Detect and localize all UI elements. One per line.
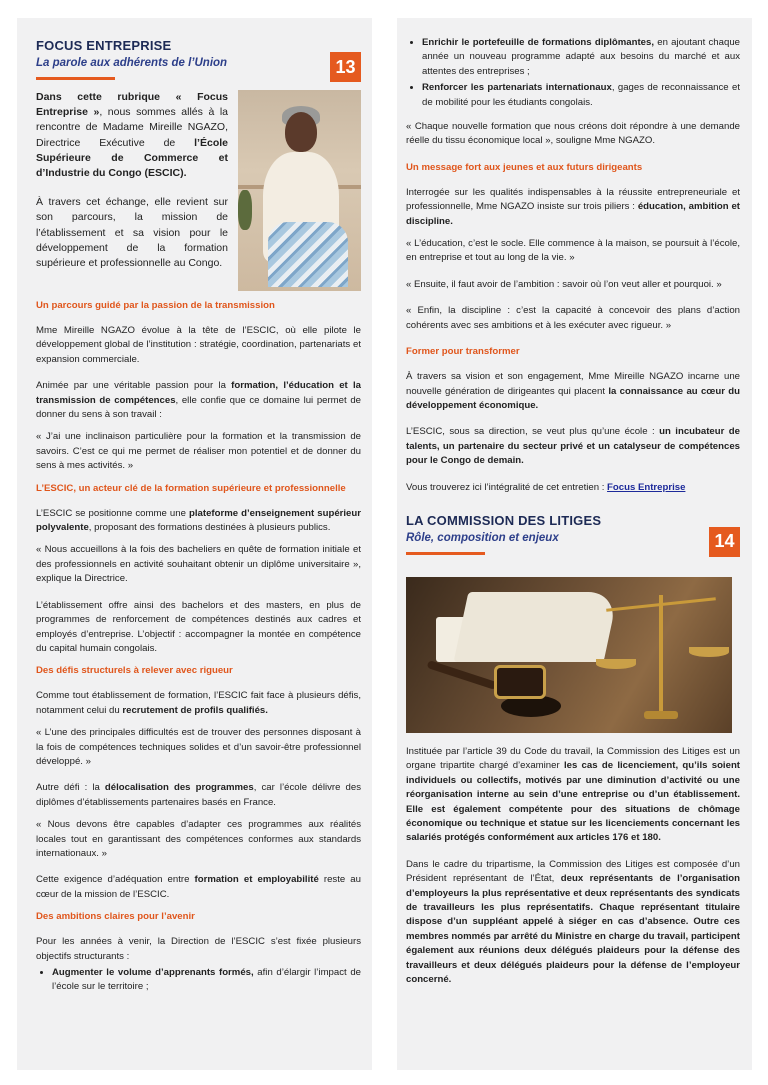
subheading: Un parcours guidé par la passion de la transmission (36, 300, 275, 311)
subheading: Des défis structurels à relever avec rigueur (36, 665, 233, 677)
paragraph: Cette exigence d’adéquation entre formation et employabilité reste au cœur de la mission de l’ESCIC. (36, 874, 361, 900)
paragraph: Pour les années à venir, la Direction de l’ESCIC s’est fixée plusieurs objectifs structurants : (36, 936, 361, 962)
intro-paragraph (36, 90, 228, 181)
paragraph: L’établissement offre ainsi des bachelors et des masters, en plus de programmes de renforcement de compétences destinés aux cadres et employés d’entreprise. L’objectif : accompagner la montée en compétence du capital humain congolais. (36, 599, 361, 654)
justice-scales-photo (406, 577, 732, 733)
quote: « Ensuite, il faut avoir de l’ambition : savoir où l’on veut aller et pourquoi. » (406, 278, 722, 290)
left-column (17, 18, 372, 1070)
paragraph: Vous trouverez ici l’intégralité de cet entretien : Focus Entreprise (406, 481, 686, 493)
paragraph: À travers sa vision et son engagement, Mme Mireille NGAZO incarne une nouvelle génération de dirigeantes qui placent la connaissance au cœur du développement économique. (406, 371, 740, 411)
objectives-list (36, 966, 361, 995)
paragraph: Mme Mireille NGAZO évolue à la tête de l’ESCIC, où elle pilote le développement global de l’institution : stratégie, coordination, partenariats et expansion commerciale. (36, 325, 361, 365)
intro-block (36, 90, 361, 291)
accent-bar (36, 77, 115, 80)
focus-entreprise-link[interactable]: Focus Entreprise (607, 481, 686, 493)
quote: « L’une des principales difficultés est de trouver des personnes disposant à la fois de compétences techniques solides et d’un savoir-être professionnel développé. » (36, 727, 361, 767)
page-number-badge: 14 (709, 527, 740, 557)
quote: « Nous devons être capables d’adapter ces programmes aux réalités locales tout en garantissant des compétences conformes aux standards internationaux. » (36, 819, 361, 859)
intro-bold-school: l’École Supérieure de Commerce et d’Industrie du Congo (ESCIC). (36, 136, 228, 180)
quote: « Chaque nouvelle formation que nous créons doit répondre à une demande réelle du tissu économique local », souligne Mme NGAZO. (406, 121, 740, 147)
section-title: LA COMMISSION DES LITIGES (406, 512, 602, 528)
paragraph: Autre défi : la délocalisation des programmes, car l’école délivre des diplômes d’établissements partenaires basés en France. (36, 782, 362, 808)
paragraph: Comme tout établissement de formation, l’ESCIC fait face à plusieurs défis, notamment celui du recrutement de profils qualifiés. (36, 690, 361, 716)
list-item: • Renforcer les partenariats internationaux, gages de reconnaissance et de mobilité pour les étudiants congolais. (422, 81, 740, 110)
quote: « Enfin, la discipline : c’est la capacité à concevoir des plans d’action cohérents avec ses ambitions et à les exécuter avec rigueur. » (406, 305, 740, 331)
intro-text (36, 90, 228, 291)
subheading: Des ambitions claires pour l’avenir (36, 911, 195, 923)
paragraph: Interrogée sur les qualités indispensables à la réussite entrepreneuriale et professionnelle, Mme NGAZO insiste sur trois piliers : éducation, ambition et discipline. (406, 186, 740, 227)
right-column (397, 18, 752, 1070)
quote: « L’éducation, c’est le socle. Elle commence à la maison, se poursuit à l’école, en entreprise et tout au long de la vie. » (406, 238, 740, 264)
section-header-2 (406, 513, 740, 565)
intro-text-run: , nous sommes allés à la rencontre de Madame Mireille NGAZO, Directrice Exécutive de (36, 106, 228, 149)
list-item: • Enrichir le portefeuille de formations diplômantes, en ajoutant chaque année un nouveau programme adapté aux besoins du marché et aux attentes des entreprises ; (422, 36, 740, 79)
quote: « J’ai une inclinaison particulière pour la formation et la transmission de savoirs. C’est ce qui me permet de réaliser mon potentiel et de donner du sens à mes activités. » (36, 431, 361, 472)
section-subtitle: La parole aux adhérents de l’Union (36, 57, 228, 69)
paragraph: Animée par une véritable passion pour la formation, l’éducation et la transmission de compétences, elle confie que ce domaine lui permet de donner du sens à son travail : (36, 380, 361, 421)
paragraph: L’ESCIC, sous sa direction, se veut plus qu’une école : un incubateur de talents, un partenaire du secteur privé et un catalyseur de compétences pour le Congo de demain. (406, 426, 740, 467)
subheading: Un message fort aux jeunes et aux futurs dirigeants (406, 161, 643, 173)
quote: « Nous accueillons à la fois des bacheliers en quête de formation initiale et des professionnels en activité souhaitant obtenir un diplôme universitaire », explique la Directrice. (36, 544, 361, 585)
portrait-photo (238, 90, 361, 291)
intro-bold: Dans cette rubrique « Focus Entreprise » (36, 91, 228, 119)
subheading: L’ESCIC, un acteur clé de la formation supérieure et professionnelle (36, 482, 346, 494)
subheading: Former pour transformer (406, 346, 520, 358)
paragraph: L’ESCIC se positionne comme une plateforme d’enseignement supérieur polyvalente, proposant des formations destinées à plusieurs publics. (36, 507, 361, 534)
paragraph: Dans le cadre du tripartisme, la Commission des Litiges est composée d’un Président représentant de l’État, deux représentants de l’organisation d’employeurs la plus représentative et deux représentants des syndicats de travailleurs les plus représentatifs. Chaque représentant titulaire dispose d’un suppléant appelé à siéger en cas d’absence. Outre ces membres nommés par arrêté du Ministre en charge du travail, participent également aux réunions deux délégués plaideurs pour la défense des travailleurs et deux délégués plaideurs pour la défense de l’employeur concerné. (406, 858, 740, 986)
section-title: FOCUS ENTREPRISE (36, 38, 172, 53)
objectives-list-continued (406, 36, 740, 110)
section-header (36, 38, 361, 90)
accent-bar (406, 552, 485, 555)
intro-paragraph-2: À travers cet échange, elle revient sur son parcours, la mission de l’établissement et sa vision pour le développement de la formation supérieure et professionnelle au Congo. (36, 196, 228, 270)
paragraph: Instituée par l’article 39 du Code du travail, la Commission des Litiges est un organe tripartite chargé d’examiner les cas de licenciement, qu’ils soient individuels ou collectifs, motivés par une diminution d’activité ou une réorganisation interne au sein d’une entreprise ou d’un établissement. Elle est également compétente pour des situations de chômage économique ou technique et statue sur les licenciements concernant les salariés protégés conformément aux articles 176 et 180. (406, 745, 740, 844)
page-number-badge: 13 (330, 52, 361, 82)
list-item: • Augmenter le volume d’apprenants formés, afin d’élargir l’impact de l’école sur le territoire ; (52, 966, 361, 995)
section-subtitle: Rôle, composition et enjeux (406, 531, 559, 544)
